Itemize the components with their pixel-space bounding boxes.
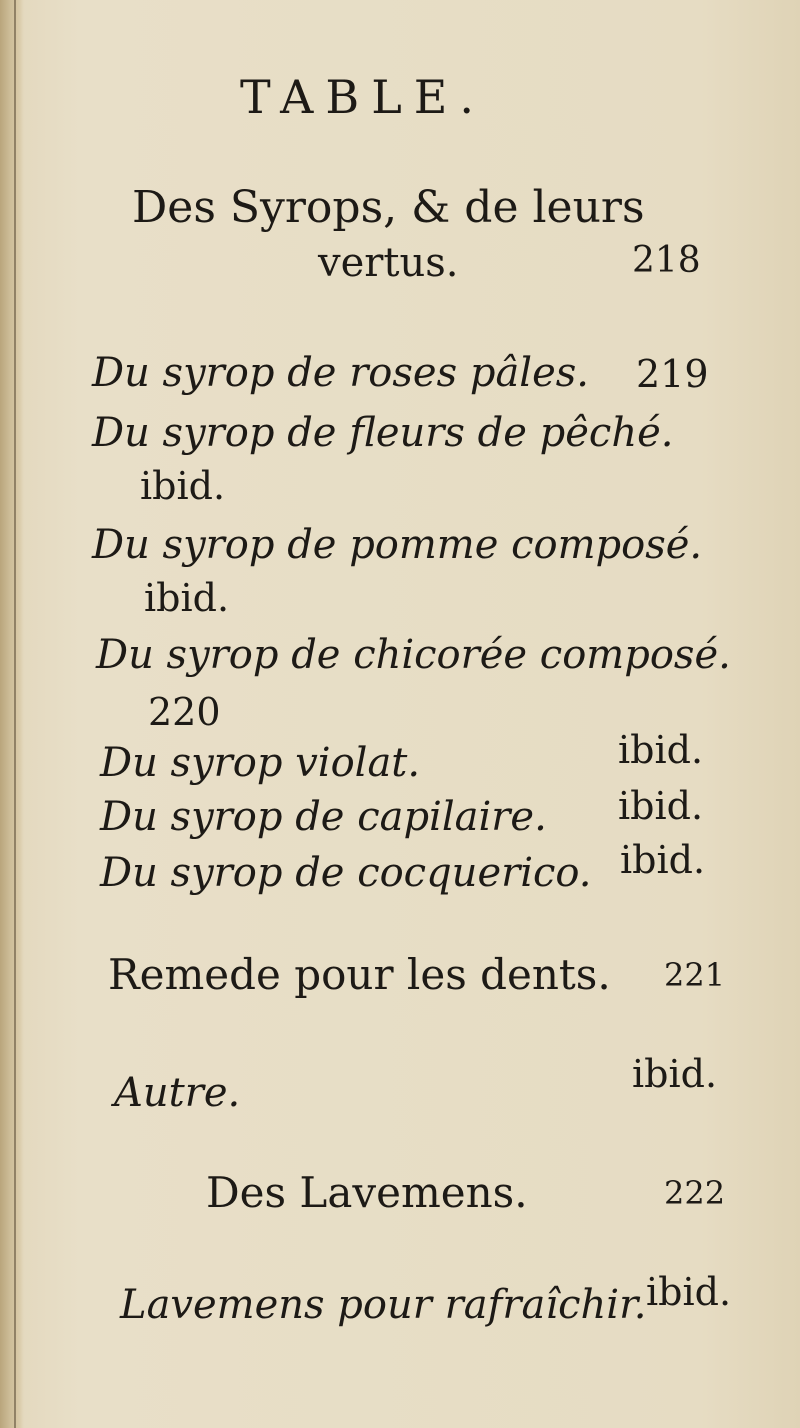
table-entry: Du syrop violat.: [100, 740, 421, 786]
entry-page-ref: ibid.: [632, 1052, 718, 1096]
entry-page-ref: ibid.: [618, 784, 704, 828]
section-page-ref: 222: [664, 1174, 726, 1212]
entry-page-ref: 219: [636, 352, 709, 396]
section-heading-lavemens: Des Lavemens.: [206, 1168, 528, 1217]
table-entry: Du syrop de roses pâles.: [92, 350, 589, 396]
table-entry: Du syrop de cocquerico.: [100, 850, 592, 896]
table-entry: Du syrop de pomme composé.: [92, 522, 703, 568]
section-heading-remede: Remede pour les dents.: [108, 950, 611, 999]
entry-page-ref: ibid.: [620, 838, 706, 882]
entry-page-ref: 220: [148, 690, 221, 734]
section-page-ref: 221: [664, 956, 726, 994]
section-heading-syrops-line1: Des Syrops, & de leurs: [132, 182, 645, 233]
entry-page-ref: ibid.: [646, 1270, 732, 1314]
table-entry: Lavemens pour rafraîchir.: [120, 1282, 647, 1328]
page-header: TABLE.: [240, 70, 486, 124]
table-entry: Du syrop de chicorée composé.: [96, 632, 731, 678]
section-page-ref: 218: [632, 240, 701, 281]
table-entry: Du syrop de fleurs de pêché.: [92, 410, 674, 456]
binding-edge: [14, 0, 16, 1428]
section-heading-syrops-line2: vertus.: [318, 240, 459, 286]
table-entry: Autre.: [114, 1070, 241, 1116]
page-gutter: [0, 0, 24, 1428]
entry-page-ref: ibid.: [618, 728, 704, 772]
entry-page-ref: ibid.: [144, 576, 230, 620]
entry-page-ref: ibid.: [140, 464, 226, 508]
table-entry: Du syrop de capilaire.: [100, 794, 547, 840]
